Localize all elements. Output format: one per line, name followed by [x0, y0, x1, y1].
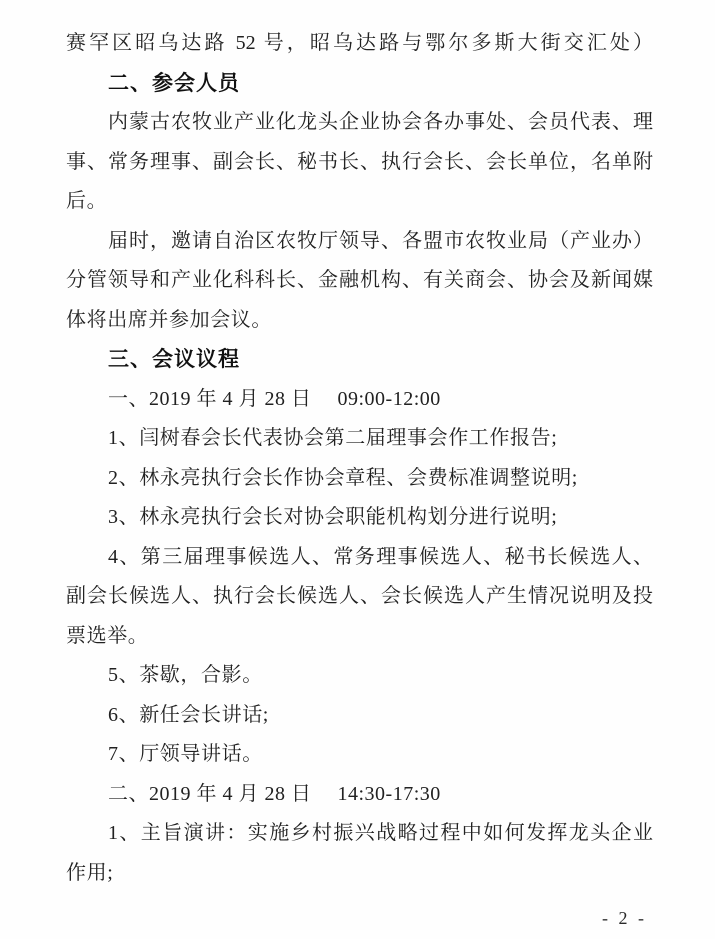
- page-number: - 2 -: [602, 908, 647, 928]
- session-2-datetime: 二、2019 年 4 月 28 日 14:30-17:30: [108, 782, 441, 805]
- agenda-item-4-line-1: 4、第三届理事候选人、常务理事候选人、秘书长候选人、: [108, 545, 653, 568]
- doc-line-invitees-3: 体将出席并参加会议。: [66, 308, 272, 331]
- doc-line-address-continuation: 赛罕区昭乌达路 52 号，昭乌达路与鄂尔多斯大街交汇处）: [66, 32, 653, 54]
- agenda-item-6: 6、新任会长讲话;: [108, 703, 269, 726]
- doc-line-invitees-1: 届时，邀请自治区农牧厅领导、各盟市农牧业局（产业办）: [108, 229, 653, 252]
- agenda-item-2: 2、林永亮执行会长作协会章程、会费标准调整说明;: [108, 466, 578, 489]
- section-heading-agenda: 三、会议议程: [108, 348, 240, 371]
- agenda-item-4-line-3: 票选举。: [66, 624, 149, 647]
- doc-line-participants-2: 事、常务理事、副会长、秘书长、执行会长、会长单位，名单附: [66, 150, 653, 173]
- agenda-item-4-line-2: 副会长候选人、执行会长候选人、会长候选人产生情况说明及投: [66, 585, 653, 607]
- doc-line-participants-3: 后。: [66, 190, 108, 212]
- agenda-item-5: 5、茶歇，合影。: [108, 664, 263, 686]
- session-1-datetime: 一、2019 年 4 月 28 日 09:00-12:00: [108, 387, 441, 410]
- agenda-item-1: 1、闫树春会长代表协会第二届理事会作工作报告;: [108, 427, 558, 449]
- session-2-item-1-line-1: 1、主旨演讲：实施乡村振兴战略过程中如何发挥龙头企业: [108, 822, 653, 844]
- doc-line-participants-1: 内蒙古农牧业产业化龙头企业协会各办事处、会员代表、理: [108, 111, 653, 133]
- document-body: [66, 24, 653, 893]
- doc-line-invitees-2: 分管领导和产业化科科长、金融机构、有关商会、协会及新闻媒: [66, 269, 653, 291]
- section-heading-participants: 二、参会人员: [108, 71, 240, 95]
- agenda-item-3: 3、林永亮执行会长对协会职能机构划分进行说明;: [108, 506, 558, 528]
- session-2-item-1-line-2: 作用;: [66, 861, 114, 884]
- agenda-item-7: 7、厅领导讲话。: [108, 743, 263, 765]
